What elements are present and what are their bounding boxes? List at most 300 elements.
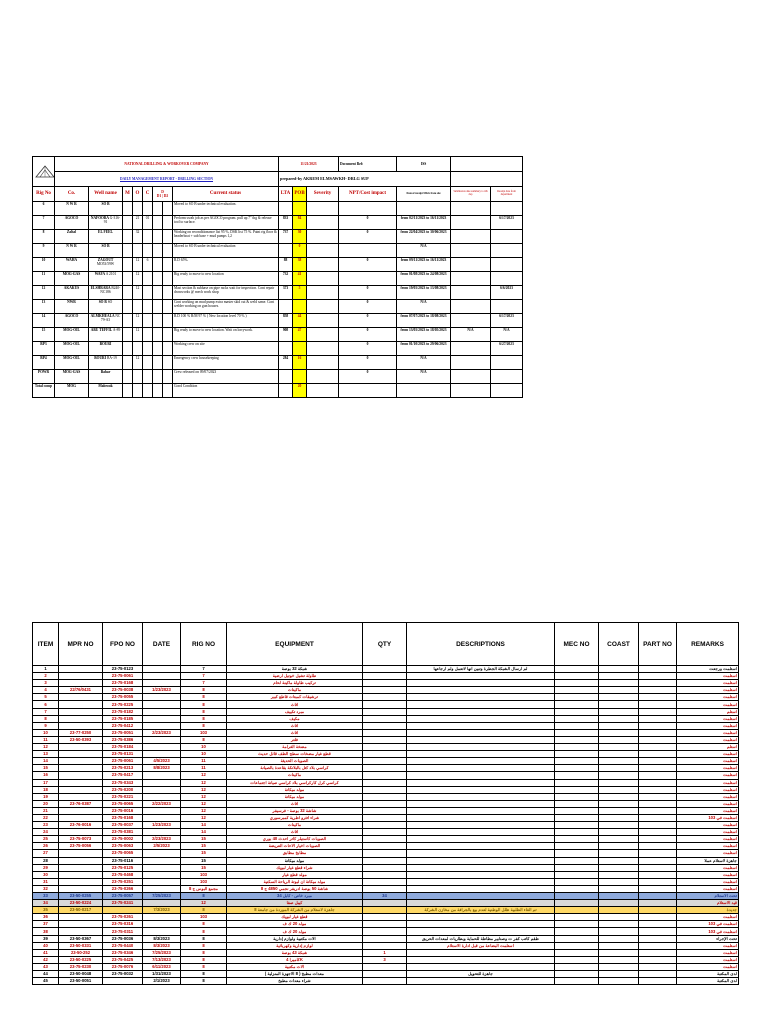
item-equipment: شبكة 32 بوصة (227, 666, 363, 673)
item-equipment: فلتر (227, 736, 363, 743)
item-rig-no: 10 (181, 751, 227, 758)
item-qty (363, 942, 407, 949)
item-date (143, 793, 181, 800)
item-equipment: ترشيقات كمبتات قاطع كبير (227, 694, 363, 701)
table-row (33, 722, 739, 729)
table-row (33, 871, 739, 878)
report-submission (451, 370, 491, 384)
item-date (143, 921, 181, 928)
item-remarks: استلمت (677, 729, 739, 736)
item-coast (599, 751, 639, 758)
item-rig-no: 103 (181, 878, 227, 885)
item-rig-no: 12 (181, 814, 227, 821)
report-lta (279, 342, 293, 356)
item-description (407, 722, 555, 729)
item-part-no (639, 829, 677, 836)
item-remarks: استلمت (677, 673, 739, 680)
report-d1 (153, 328, 163, 342)
report-c (143, 370, 153, 384)
report-severity (307, 286, 339, 300)
item-mec-no (555, 800, 599, 807)
item-date: 8/8/2023 (143, 765, 181, 772)
report-npt: 0 (339, 314, 397, 328)
report-receipt: N/A (491, 328, 523, 342)
item-qty (363, 850, 407, 857)
item-description (407, 963, 555, 970)
item-rig-no: 8 (181, 935, 227, 942)
report-receipt (491, 202, 523, 216)
item-number: 23 (33, 822, 59, 829)
report-submission (451, 202, 491, 216)
table-row (33, 758, 739, 765)
item-part-no (639, 736, 677, 743)
report-current-status: Moved to SO B under technical evaluation. (173, 202, 279, 216)
item-date (143, 751, 181, 758)
table-row (33, 829, 739, 836)
item-rig-no: 7 (181, 666, 227, 673)
item-mpr-no: 23-50-0048 (59, 971, 103, 978)
item-mpr-no (59, 779, 103, 786)
item-number: 41 (33, 949, 59, 956)
item-date (143, 878, 181, 885)
item-number: 16 (33, 772, 59, 779)
report-company: MOG (55, 384, 89, 398)
report-receipt (491, 384, 523, 398)
item-rig-no: مجمع البوس ج 8 (181, 885, 227, 892)
item-fpo-no: 23-75-0316 (103, 921, 143, 928)
item-description (407, 928, 555, 935)
item-date (143, 850, 181, 857)
report-o (133, 384, 143, 398)
report-pob (293, 370, 307, 384)
item-fpo-no: 23-75-0343 (103, 779, 143, 786)
report-company: MOG-GAS (55, 272, 89, 286)
item-remarks: تحت الإجراء (677, 935, 739, 942)
report-well-name: WAFA A 2101 (89, 272, 123, 286)
item-remarks: استلمت (677, 793, 739, 800)
item-qty (363, 864, 407, 871)
item-description (407, 800, 555, 807)
item-rig-no: 8 (181, 893, 227, 900)
item-number: 14 (33, 758, 59, 765)
item-qty (363, 729, 407, 736)
item-mpr-no (59, 857, 103, 864)
item-rig-no: 11 (181, 758, 227, 765)
report-rig-no: 14 (33, 314, 55, 328)
report-o: 12 (133, 272, 143, 286)
item-equipment: شاشة 32 بوصة - فرسيفر (227, 807, 363, 814)
item-coast (599, 871, 639, 878)
report-column-headers (33, 187, 523, 202)
items-section (32, 622, 738, 985)
item-qty (363, 793, 407, 800)
item-description (407, 857, 555, 864)
report-npt: 0 (339, 328, 397, 342)
report-d2 (163, 300, 173, 314)
report-well-name: Mabrook (89, 384, 123, 398)
report-d1 (153, 202, 163, 216)
item-coast (599, 843, 639, 850)
item-equipment: اثاث (227, 701, 363, 708)
item-mec-no (555, 687, 599, 694)
report-d1 (153, 356, 163, 370)
report-row (33, 300, 523, 314)
item-remarks: استلمت (677, 680, 739, 687)
item-description (407, 708, 555, 715)
item-part-no (639, 850, 677, 857)
item-part-no (639, 800, 677, 807)
item-mpr-no: 23-76-0016 (59, 822, 103, 829)
item-date (143, 928, 181, 935)
item-fpo-no: 23-75-0063 (103, 843, 143, 850)
item-qty (363, 722, 407, 729)
report-c (143, 272, 153, 286)
item-coast (599, 736, 639, 743)
report-lta: 732 (279, 272, 293, 286)
item-fpo-no: 23-75-0221 (103, 793, 143, 800)
report-m (123, 230, 133, 244)
item-fpo-no: 23-75-0241 (103, 900, 143, 907)
item-remarks: استلم (677, 708, 739, 715)
report-rig-no: 15 (33, 328, 55, 342)
item-remarks: استلمت (677, 822, 739, 829)
item-mec-no (555, 744, 599, 751)
report-current-status: Working crew on site (173, 342, 279, 356)
item-part-no (639, 871, 677, 878)
report-o (133, 244, 143, 258)
report-receipt-date: N/A (397, 244, 451, 258)
report-d1 (153, 370, 163, 384)
report-o: 21 (133, 216, 143, 230)
item-fpo-no: 23-75-0251 (103, 878, 143, 885)
item-rig-no: 8 (181, 722, 227, 729)
table-row (33, 850, 739, 857)
report-current-status: Rig ready to move to new location (173, 272, 279, 286)
item-equipment: شراء قطع غيار لبويك (227, 864, 363, 871)
report-receipt-date: from 01/10/2023 to 29/06/2023 (397, 342, 451, 356)
item-fpo-no: 23-75-0037 (103, 822, 143, 829)
item-mpr-no: 23-75-0056 (59, 843, 103, 850)
item-number: 33 (33, 893, 59, 900)
report-well-code: SO (107, 300, 113, 304)
item-part-no (639, 878, 677, 885)
report-receipt-date (397, 384, 451, 398)
item-remarks: استلمت (677, 715, 739, 722)
item-qty (363, 921, 407, 928)
report-severity (307, 300, 339, 314)
item-equipment: مطابخ مطابق (227, 850, 363, 857)
report-lta (279, 202, 293, 216)
item-coast (599, 722, 639, 729)
item-description (407, 729, 555, 736)
item-mpr-no (59, 807, 103, 814)
col-well-name: Well name (89, 187, 123, 202)
report-well-name: BOURI BA-19 (89, 356, 123, 370)
item-part-no (639, 814, 677, 821)
report-receipt (491, 272, 523, 286)
item-number: 1 (33, 666, 59, 673)
item-mec-no (555, 829, 599, 836)
item-remarks: استلمت في 103 (677, 928, 739, 935)
item-rig-no: 8 (181, 956, 227, 963)
item-coast (599, 857, 639, 864)
item-date (143, 715, 181, 722)
report-rows (33, 202, 523, 398)
report-npt (339, 202, 397, 216)
report-rig-no: 10 (33, 258, 55, 272)
col-descriptions: DESCRIPTIONS (407, 623, 555, 666)
item-mec-no (555, 772, 599, 779)
item-mpr-no: 23-75-0073 (59, 836, 103, 843)
item-rig-no: 12 (181, 900, 227, 907)
item-qty (363, 786, 407, 793)
item-date (143, 885, 181, 892)
item-remarks: استلمت (677, 694, 739, 701)
report-pob: 0 (293, 244, 307, 258)
item-mec-no (555, 963, 599, 970)
item-fpo-no: 23-75-0125 (103, 864, 143, 871)
item-mec-no (555, 814, 599, 821)
item-rig-no: 8 (181, 971, 227, 978)
report-pob: 41 (293, 272, 307, 286)
item-fpo-no: 23-75-0225 (103, 701, 143, 708)
report-d2 (163, 202, 173, 216)
item-mpr-no: 23-76-0387 (59, 800, 103, 807)
item-remarks: استلمت (677, 758, 739, 765)
item-part-no (639, 765, 677, 772)
item-remarks: استلمت (677, 772, 739, 779)
item-qty (363, 829, 407, 836)
report-rig-no: BP3 (33, 342, 55, 356)
item-fpo-no: 23-75-0213 (103, 765, 143, 772)
item-rig-no: 8 (181, 907, 227, 914)
item-equipment: الصوبات الحديثة (227, 758, 363, 765)
col-qty: QTY (363, 623, 407, 666)
item-rig-no: 7 (181, 680, 227, 687)
report-d2 (163, 244, 173, 258)
report-npt: 0 (339, 230, 397, 244)
item-date: 2/23/2023 (143, 836, 181, 843)
item-part-no (639, 949, 677, 956)
item-equipment: اثاث (227, 729, 363, 736)
col-rig-no: RIG NO (181, 623, 227, 666)
item-mpr-no: 23-50-0217 (59, 907, 103, 914)
item-part-no (639, 687, 677, 694)
item-qty (363, 687, 407, 694)
table-row (33, 680, 739, 687)
item-equipment: مبرد تكييف (227, 708, 363, 715)
report-submission (451, 300, 491, 314)
table-row (33, 708, 739, 715)
table-row (33, 807, 739, 814)
report-receipt: 6/17/2023 (491, 314, 523, 328)
report-lta: 88 (279, 258, 293, 272)
item-remarks: استلمت ورجعت (677, 666, 739, 673)
report-rig-no: 13 (33, 300, 55, 314)
item-remarks: استلمت (677, 956, 739, 963)
report-title: DAILY MANAGEMENT REPORT - DRILLING SECTION (55, 172, 279, 187)
item-part-no (639, 843, 677, 850)
report-submission (451, 356, 491, 370)
report-rig-no: Total comp (33, 384, 55, 398)
item-rig-no: 8 (181, 949, 227, 956)
report-m (123, 272, 133, 286)
report-pob: 5 (293, 286, 307, 300)
items-rows (33, 666, 739, 985)
item-equipment: جاهزة لاستلام من الشركة الموردة من جامعة 8 (227, 907, 363, 914)
item-fpo-no: 23-75-0016 (103, 807, 143, 814)
item-fpo-no: 23-75-0184 (103, 744, 143, 751)
report-severity (307, 384, 339, 398)
item-coast (599, 878, 639, 885)
table-row (33, 914, 739, 921)
item-description (407, 900, 555, 907)
item-qty (363, 878, 407, 885)
item-rig-no: 8 (181, 708, 227, 715)
item-fpo-no: 23-75-0057 (103, 893, 143, 900)
item-coast (599, 779, 639, 786)
report-submission (451, 272, 491, 286)
item-fpo-no: 23-75-0038 (103, 687, 143, 694)
report-row (33, 328, 523, 342)
report-pob: 20 (293, 384, 307, 398)
item-mpr-no: 23-50-0367 (59, 935, 103, 942)
item-description: استلمت البضاعة من قبل ادارة الاستلام (407, 942, 555, 949)
item-fpo-no: 23-75-0412 (103, 722, 143, 729)
item-coast (599, 885, 639, 892)
item-remarks: استلمت (677, 736, 739, 743)
report-current-status: Working on reconditionance list 95 %, DSK list 75 %. Paint rig floor & headerboat + sub base + mud pumps 1,2 (173, 230, 279, 244)
report-receipt: 6/27/2023 (491, 342, 523, 356)
report-d2 (163, 328, 173, 342)
table-row (33, 843, 739, 850)
report-submission (451, 314, 491, 328)
report-row (33, 342, 523, 356)
item-number: 42 (33, 956, 59, 963)
item-date (143, 666, 181, 673)
table-row (33, 864, 739, 871)
report-row (33, 258, 523, 272)
item-date (143, 857, 181, 864)
item-rig-no: 15 (181, 857, 227, 864)
report-lta: 858 (279, 314, 293, 328)
item-qty (363, 694, 407, 701)
report-well-name: SO B (89, 244, 123, 258)
item-remarks: استلمت (677, 850, 739, 857)
item-coast (599, 942, 639, 949)
item-qty (363, 666, 407, 673)
item-mpr-no (59, 814, 103, 821)
item-number: 26 (33, 843, 59, 850)
item-rig-no: 8 (181, 928, 227, 935)
col-mec-no: MEC NO (555, 623, 599, 666)
item-number: 9 (33, 722, 59, 729)
item-equipment: شراء اتثرو اطرية كمبرسوري (227, 814, 363, 821)
report-severity (307, 258, 339, 272)
item-qty (363, 843, 407, 850)
item-part-no (639, 971, 677, 978)
item-mec-no (555, 928, 599, 935)
item-description (407, 949, 555, 956)
report-well-code: B240-NC186 (100, 286, 121, 295)
table-row (33, 673, 739, 680)
col-severity: Severity (307, 187, 339, 202)
item-description (407, 701, 555, 708)
item-number: 36 (33, 914, 59, 921)
col-submission-date: Submission date summary to rdh dep (451, 187, 491, 202)
report-well-code: NC 79-A3 (100, 314, 121, 323)
item-mec-no (555, 673, 599, 680)
item-coast (599, 864, 639, 871)
item-qty (363, 765, 407, 772)
item-remarks: استلمت (677, 829, 739, 836)
item-rig-no: 12 (181, 786, 227, 793)
item-part-no (639, 779, 677, 786)
item-mec-no (555, 893, 599, 900)
item-mpr-no (59, 673, 103, 680)
report-current-status: Emergency crew housekeeping (173, 356, 279, 370)
report-company: NWR (55, 300, 89, 314)
item-rig-no: 8 (181, 694, 227, 701)
item-qty (363, 914, 407, 921)
item-remarks: استلمت (677, 701, 739, 708)
report-company: AGOCO (55, 216, 89, 230)
item-number: 20 (33, 800, 59, 807)
report-m (123, 244, 133, 258)
item-remarks: استلمت في 103 (677, 814, 739, 821)
item-description (407, 694, 555, 701)
item-number: 29 (33, 864, 59, 871)
item-mec-no (555, 701, 599, 708)
report-d2 (163, 258, 173, 272)
report-pob: 38 (293, 258, 307, 272)
item-description (407, 836, 555, 843)
col-remarks: REMARKS (677, 623, 739, 666)
item-part-no (639, 680, 677, 687)
item-number: 8 (33, 715, 59, 722)
item-date (143, 829, 181, 836)
item-fpo-no: 23-75-0032 (103, 971, 143, 978)
item-number: 31 (33, 878, 59, 885)
report-npt (339, 244, 397, 258)
item-part-no (639, 822, 677, 829)
report-lta (279, 244, 293, 258)
item-mec-no (555, 779, 599, 786)
table-row (33, 935, 739, 942)
report-company: MOG-OIL (55, 356, 89, 370)
item-coast (599, 956, 639, 963)
report-lta: 737 (279, 230, 293, 244)
item-equipment: مبرد خاص - كابل 34 (227, 893, 363, 900)
report-row (33, 230, 523, 244)
report-m (123, 216, 133, 230)
item-number: 18 (33, 786, 59, 793)
item-part-no (639, 758, 677, 765)
item-description (407, 864, 555, 871)
item-date (143, 673, 181, 680)
item-number: 24 (33, 829, 59, 836)
item-date (143, 786, 181, 793)
item-fpo-no: 23-75-0168 (103, 680, 143, 687)
item-mec-no (555, 885, 599, 892)
item-number: 27 (33, 850, 59, 857)
table-row (33, 900, 739, 907)
report-submission (451, 258, 491, 272)
item-date (143, 864, 181, 871)
item-rig-no: 12 (181, 807, 227, 814)
item-description (407, 814, 555, 821)
col-coast: COAST (599, 623, 639, 666)
